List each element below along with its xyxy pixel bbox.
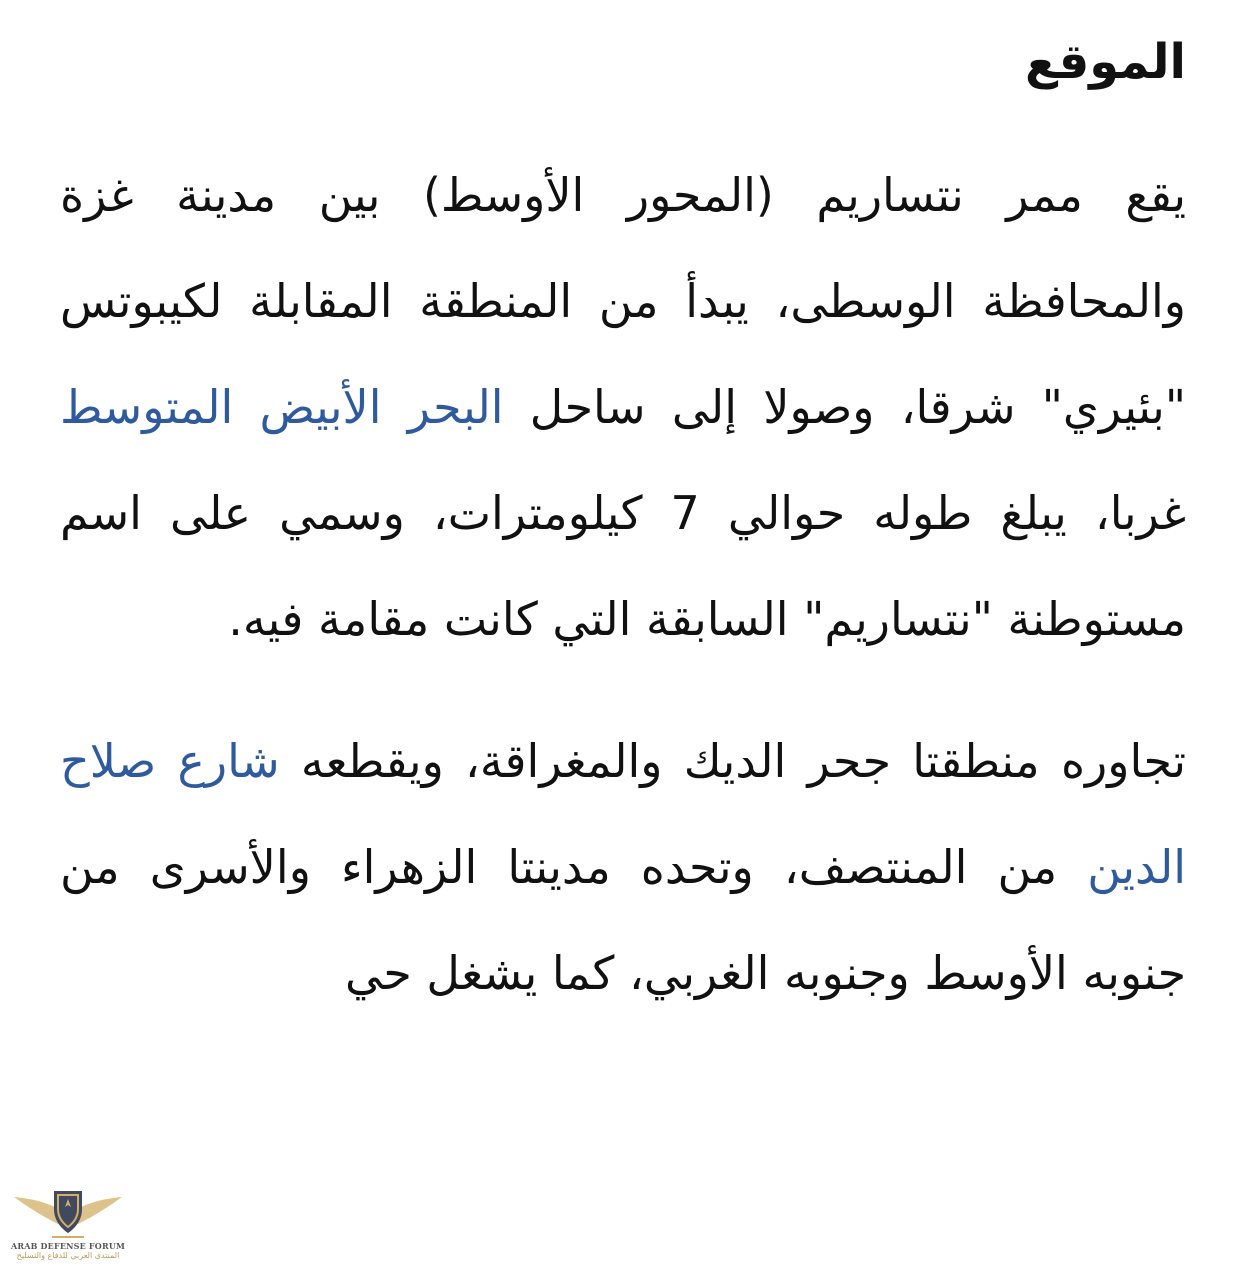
paragraph-location (60, 142, 1186, 672)
paragraph-borders (60, 708, 1186, 1026)
paragraph-text: غربا، يبلغ طوله حوالي 7 كيلومترات، وسمي على اسم مستوطنة "نتساريم" السابقة التي كانت مقامة فيه. (60, 486, 1186, 646)
mediterranean-sea-link[interactable]: البحر الأبيض المتوسط (60, 380, 504, 434)
article-body (60, 22, 1186, 1026)
salah-al-din-street-link[interactable]: شارع صلاح الدين (60, 734, 1186, 894)
section-title: الموقع (1025, 34, 1186, 90)
watermark-english-text: ARAB DEFENSE FORUM (10, 1241, 126, 1251)
forum-watermark (10, 1185, 126, 1271)
winged-shield-logo-icon (12, 1185, 124, 1241)
paragraph-text: من المنتصف، وتحده مدينتا الزهراء والأسرى من جنوبه الأوسط وجنوبه الغربي، كما يشغل حي (60, 840, 1186, 1000)
paragraph-text: يقع ممر نتساريم (المحور الأوسط) بين مدينة غزة والمحافظة الوسطى، يبدأ من المنطقة المقابلة لكيبوتس "بئيري" شرقا، وصولا إلى ساحل (60, 168, 1186, 434)
paragraph-text: تجاوره منطقتا جحر الديك والمغراقة، ويقطعه (279, 734, 1186, 788)
watermark-arabic-text: المنتدى العربي للدفاع والتسليح (16, 1251, 120, 1260)
